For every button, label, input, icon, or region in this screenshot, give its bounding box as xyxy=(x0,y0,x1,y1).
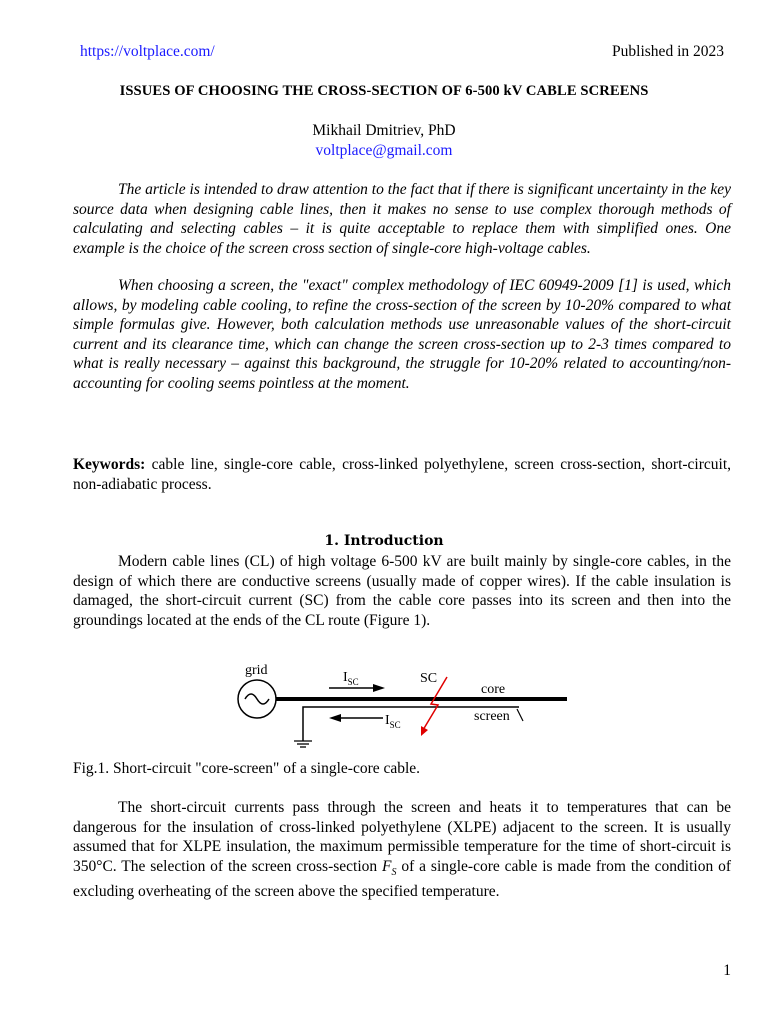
screen-label: screen xyxy=(474,709,510,724)
section-heading-introduction: 1. Introduction xyxy=(324,533,444,549)
abstract-paragraph-2: When choosing a screen, the "exact" complex methodology of IEC 60949-2009 [1] is used, which allows, by modeling cable cooling, to refine the cross-section of the screen by 10-20% compared to what simple formulas give. However, both calculation methods use unreasonable values of the short-circuit current and its clearance time, which can change the screen cross-section up to 2-3 times compared to what is really necessary – against this background, the struggle for 10-20% related to accounting/non-accounting for cooling seems pointless at the moment. xyxy=(73,277,731,392)
ground-icon xyxy=(294,741,312,747)
published-date: Published in 2023 xyxy=(612,43,724,60)
grid-label: grid xyxy=(245,663,268,678)
body-paragraph xyxy=(73,798,731,902)
page-number: 1 xyxy=(723,962,731,979)
fs-symbol: $F_S$ xyxy=(382,857,397,878)
figure-1-diagram xyxy=(225,650,575,750)
author-email-link[interactable]: voltplace@gmail.com xyxy=(315,142,453,159)
author-name: Mikhail Dmitriev, PhD xyxy=(312,122,456,139)
intro-paragraph: Modern cable lines (CL) of high voltage 6-500 kV are built mainly by single-core cables, in the design of which there are conductive screens (usually made of copper wires). If the cable insulation is damaged, the short-circuit current (SC) from the cable core passes into its screen and then into the groundings located at the ends of the CL route (Figure 1). xyxy=(73,553,731,629)
isc-label-top: $I_{SC}$ xyxy=(343,670,359,687)
isc-label-bottom: $I_{SC}$ xyxy=(385,713,401,730)
body-text-part-1: The short-circuit currents pass through the screen and heats it to temperatures that can be dangerous for the insulation of cross-linked polyethylene (XLPE) adjacent to the screen. It is usually assumed that for XLPE insulation, the maximum permissible temperature for the time of short-circuit is 350°C. The selection of the screen cross-section xyxy=(73,799,731,875)
paper-title: ISSUES OF CHOOSING THE CROSS-SECTION OF 6-500 kV CABLE SCREENS xyxy=(119,83,649,99)
keywords-text: cable line, single-core cable, cross-linked polyethylene, screen cross-section, short-circuit, non-adiabatic process. xyxy=(73,456,731,493)
abstract-paragraph-1: The article is intended to draw attention to the fact that if there is significant uncertainty in the key source data when designing cable lines, then it makes no sense to use complex thorough methods of calculating and selecting cables – it is quite acceptable to replace them with simplified ones. One example is the choice of the screen cross section of single-core high-voltage cables. xyxy=(73,181,731,257)
figure-caption: Fig.1. Short-circuit "core-screen" of a single-core cable. xyxy=(73,760,421,777)
body-text-part-2: of a single-core cable is made from the condition of excluding overheating of the screen above the specified temperature. xyxy=(73,857,731,901)
header-url-link[interactable]: https://voltplace.com/ xyxy=(80,43,215,60)
keywords xyxy=(73,455,731,494)
sc-label: SC xyxy=(420,671,438,686)
core-label: core xyxy=(481,682,506,697)
sine-wave-icon xyxy=(245,694,269,704)
keywords-label: Keywords: xyxy=(73,456,146,473)
